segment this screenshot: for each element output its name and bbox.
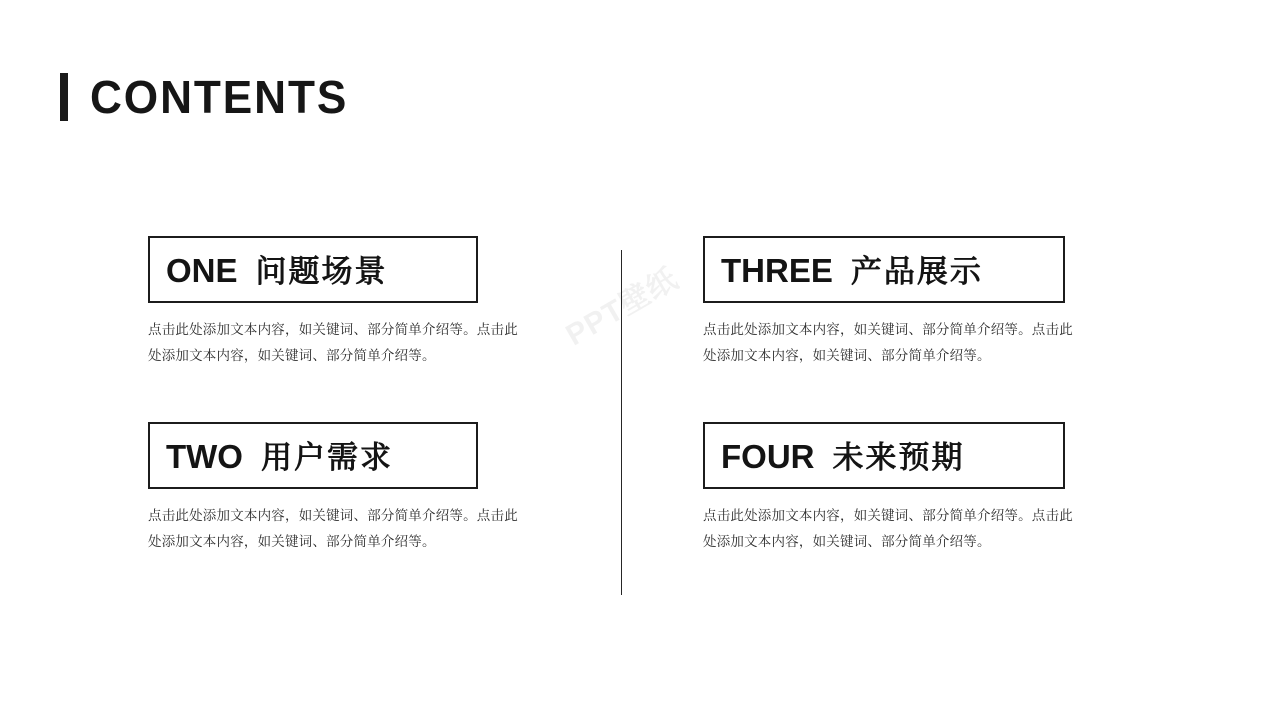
contents-entry-three-heading: 产品展示	[850, 254, 983, 290]
contents-entry-one-box[interactable]	[148, 236, 478, 303]
page-title	[60, 66, 359, 128]
contents-entry-three-number: THREE	[721, 252, 833, 289]
contents-entry-three-box[interactable]	[703, 236, 1065, 303]
title-text: CONTENTS	[90, 71, 349, 123]
contents-entry-three[interactable]	[703, 236, 1123, 370]
contents-entry-two-heading: 用户需求	[260, 440, 393, 476]
contents-entry-one-heading: 问题场景	[255, 254, 388, 290]
contents-columns	[0, 236, 1280, 596]
contents-entry-four-heading: 未来预期	[832, 440, 965, 476]
contents-entry-one-number: ONE	[166, 252, 238, 289]
watermark: PPT壁纸	[560, 262, 684, 353]
contents-entry-four-box[interactable]	[703, 422, 1065, 489]
column-divider	[621, 250, 622, 595]
contents-entry-two-description: 点击此处添加文本内容，如关键词、部分简单介绍等。点击此处添加文本内容，如关键词、部分简单介绍等。	[148, 508, 518, 551]
contents-entry-four-number: FOUR	[721, 438, 815, 475]
contents-entry-three-description: 点击此处添加文本内容，如关键词、部分简单介绍等。点击此处添加文本内容，如关键词、部分简单介绍等。	[703, 322, 1073, 365]
contents-entry-two[interactable]	[148, 422, 568, 556]
contents-entry-two-number: TWO	[166, 438, 243, 475]
contents-entry-four-description: 点击此处添加文本内容，如关键词、部分简单介绍等。点击此处添加文本内容，如关键词、部分简单介绍等。	[703, 508, 1073, 551]
contents-entry-one-description: 点击此处添加文本内容，如关键词、部分简单介绍等。点击此处添加文本内容，如关键词、部分简单介绍等。	[148, 322, 518, 365]
contents-entry-two-box[interactable]	[148, 422, 478, 489]
contents-entry-one[interactable]	[148, 236, 568, 370]
contents-entry-four[interactable]	[703, 422, 1123, 556]
title-accent-bar	[60, 73, 68, 121]
